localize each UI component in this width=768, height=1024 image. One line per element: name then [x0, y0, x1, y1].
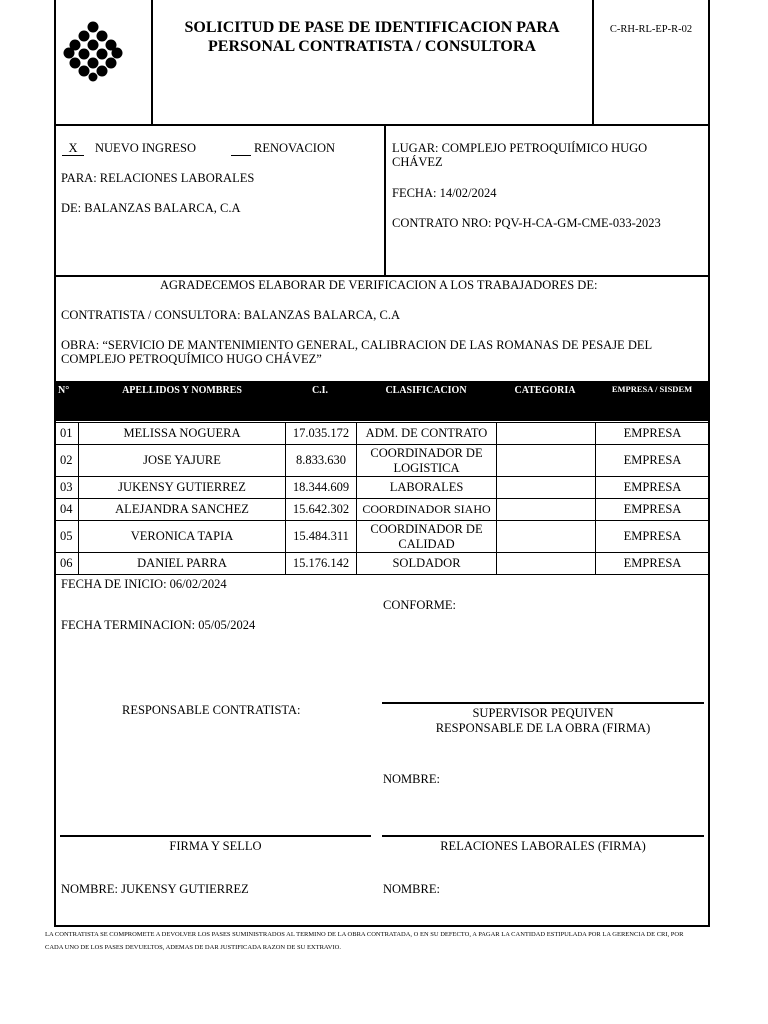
- renovacion-label: RENOVACION: [254, 141, 336, 155]
- row-clasificacion: COORDINADOR DE LOGISTICA: [357, 445, 497, 477]
- conforme-label: CONFORME:: [383, 598, 456, 612]
- row-clasificacion: COORDINADOR DE CALIDAD: [357, 521, 497, 553]
- workers-table: [54, 422, 710, 575]
- row-categoria: [497, 445, 596, 477]
- nuevo-ingreso-label: NUEVO INGRESO: [95, 141, 197, 155]
- fecha-inicio: FECHA DE INICIO: 06/02/2024: [61, 577, 227, 591]
- row-number: 04: [55, 499, 79, 521]
- nombre-contratista: NOMBRE: JUKENSY GUTIERREZ: [61, 882, 249, 896]
- fecha-field: FECHA: 14/02/2024: [392, 186, 497, 200]
- table-row: [55, 553, 710, 575]
- row-empresa: EMPRESA: [596, 521, 710, 553]
- row-name: JUKENSY GUTIERREZ: [79, 477, 286, 499]
- row-categoria: [497, 553, 596, 575]
- lugar-line-1: LUGAR: COMPLEJO PETROQUIÍMICO HUGO: [392, 141, 648, 155]
- de-field: DE: BALANZAS BALARCA, C.A: [61, 201, 241, 215]
- row-empresa: EMPRESA: [596, 477, 710, 499]
- row-categoria: [497, 521, 596, 553]
- row-number: 06: [55, 553, 79, 575]
- row-clasificacion: ADM. DE CONTRATO: [357, 423, 497, 445]
- para-field: PARA: RELACIONES LABORALES: [61, 171, 255, 185]
- fecha-terminacion: FECHA TERMINACION: 05/05/2024: [61, 618, 256, 632]
- table-row: [55, 477, 710, 499]
- supervisor-signature-line: [382, 702, 704, 704]
- relaciones-signature-line: [382, 835, 704, 837]
- table-row: [55, 423, 710, 445]
- title-line-1: SOLICITUD DE PASE DE IDENTIFICACION PARA: [184, 19, 560, 36]
- request-divider: [384, 126, 386, 276]
- header-clasificacion: CLASIFICACION: [385, 385, 467, 396]
- row-ci: 8.833.630: [286, 445, 357, 477]
- row-empresa: EMPRESA: [596, 499, 710, 521]
- row-number: 05: [55, 521, 79, 553]
- footnote: [45, 928, 725, 954]
- header-empresa: EMPRESA / SISDEM: [611, 384, 693, 394]
- row-name: VERONICA TAPIA: [79, 521, 286, 553]
- row-categoria: [497, 423, 596, 445]
- nombre-supervisor-label: NOMBRE:: [383, 772, 440, 786]
- footnote-line-2: CADA UNO DE LOS PASES DEVUELTOS, ADEMAS DE DAR JUSTIFICADA RAZON DE SU EXTRAVIO.: [45, 944, 341, 951]
- header-divider-right: [592, 0, 594, 126]
- responsable-contratista-label: RESPONSABLE CONTRATISTA:: [122, 703, 301, 717]
- title-line-2: PERSONAL CONTRATISTA / CONSULTORA: [208, 38, 536, 55]
- row-clasificacion: SOLDADOR: [357, 553, 497, 575]
- row-ci: 17.035.172: [286, 423, 357, 445]
- row-empresa: EMPRESA: [596, 553, 710, 575]
- request-bottom-line: [54, 275, 710, 277]
- document-title: [152, 18, 592, 56]
- row-empresa: EMPRESA: [596, 423, 710, 445]
- row-categoria: [497, 499, 596, 521]
- row-categoria: [497, 477, 596, 499]
- row-clasificacion: LABORALES: [357, 477, 497, 499]
- row-number: 03: [55, 477, 79, 499]
- firma-sello-line: [60, 835, 371, 837]
- relaciones-firma-label: RELACIONES LABORALES (FIRMA): [440, 839, 646, 853]
- header-number: N°: [58, 385, 70, 396]
- row-ci: 18.344.609: [286, 477, 357, 499]
- contrato-field: CONTRATO NRO: PQV-H-CA-GM-CME-033-2023: [392, 216, 661, 230]
- table-row: [55, 521, 710, 553]
- firma-sello-label: FIRMA Y SELLO: [169, 839, 262, 853]
- renovacion-mark: [231, 141, 251, 156]
- row-name: MELISSA NOGUERA: [79, 423, 286, 445]
- header-names: APELLIDOS Y NOMBRES: [122, 385, 242, 396]
- row-name: DANIEL PARRA: [79, 553, 286, 575]
- row-ci: 15.176.142: [286, 553, 357, 575]
- footnote-line-1: LA CONTRATISTA SE COMPROMETE A DEVOLVER LOS PASES SUMINISTRADOS AL TERMINO DE LA OBRA CONTRATADA, O EN SU DEFECTO, A PAGAR LA CANTIDAD ESTIPULADA POR LA GERENCIA DE CRI, POR: [45, 931, 684, 938]
- company-logo: [62, 20, 124, 82]
- row-ci: 15.642.302: [286, 499, 357, 521]
- row-clasificacion: COORDINADOR SIAHO: [357, 499, 497, 521]
- row-ci: 15.484.311: [286, 521, 357, 553]
- row-number: 02: [55, 445, 79, 477]
- lugar-line-2: CHÁVEZ: [392, 155, 443, 169]
- contratista-field: CONTRATISTA / CONSULTORA: BALANZAS BALARCA, C.A: [61, 308, 400, 322]
- supervisor-label: SUPERVISOR PEQUIVEN: [472, 706, 614, 720]
- intro-text: AGRADECEMOS ELABORAR DE VERIFICACION A LOS TRABAJADORES DE:: [160, 278, 598, 292]
- obra-line-2: COMPLEJO PETROQUÍMICO HUGO CHÁVEZ”: [61, 352, 322, 366]
- row-empresa: EMPRESA: [596, 445, 710, 477]
- header-categoria: CATEGORIA: [514, 385, 576, 396]
- row-number: 01: [55, 423, 79, 445]
- header-ci: C.I.: [311, 385, 329, 396]
- table-row: [55, 499, 710, 521]
- row-name: ALEJANDRA SANCHEZ: [79, 499, 286, 521]
- table-row: [55, 445, 710, 477]
- obra-line-1: OBRA: “SERVICIO DE MANTENIMIENTO GENERAL, CALIBRACION DE LAS ROMANAS DE PESAJE DEL: [61, 338, 653, 352]
- nombre-relaciones-label: NOMBRE:: [383, 882, 440, 896]
- supervisor-role-label: RESPONSABLE DE LA OBRA (FIRMA): [435, 721, 651, 735]
- row-name: JOSE YAJURE: [79, 445, 286, 477]
- form-code: C-RH-RL-EP-R-02: [609, 24, 693, 35]
- nuevo-ingreso-mark: X: [62, 141, 84, 156]
